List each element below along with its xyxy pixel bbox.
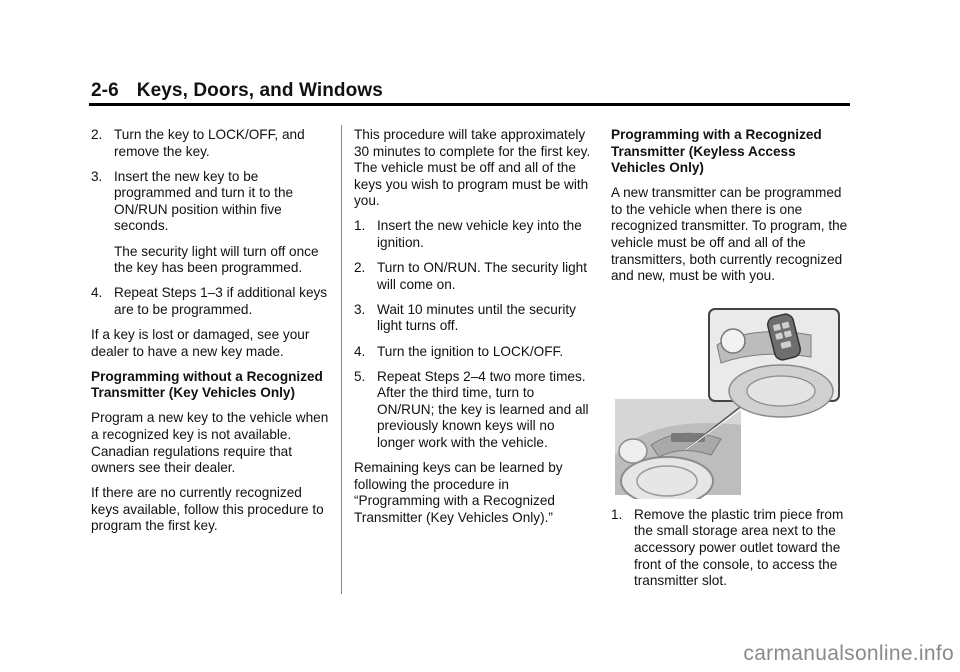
paragraph-lost-key: If a key is lost or damaged, see your dealer to have a new key made. xyxy=(91,326,310,359)
page-header xyxy=(91,80,383,102)
step-number: 3. xyxy=(91,168,103,184)
list-item xyxy=(91,285,331,318)
step-text: Turn to ON/RUN. The security light will come on. xyxy=(377,260,588,292)
step-number: 5. xyxy=(354,368,366,384)
step-text: Insert the new vehicle key into the ignition. xyxy=(377,218,582,251)
section-title: Keys, Doors, and Windows xyxy=(136,80,383,101)
page-number: 2-6 xyxy=(91,80,119,101)
step-text: Turn the key to LOCK/OFF, and remove the key. xyxy=(114,127,305,159)
step-text: Wait 10 minutes until the security light turns off. xyxy=(377,301,576,334)
step-number: 2. xyxy=(91,127,103,142)
paragraph-new-transmitter: A new transmitter can be programmed to the vehicle when there is one recognized transmitter. To program, the vehicle must be off and all of the transmitters, both currently recognized and new, must be with you. xyxy=(611,185,848,284)
step-text: Remove the plastic trim piece from the small storage area next to the accessory power outlet toward the front of the console, to access the transmitter slot. xyxy=(634,506,844,589)
transmitter-slot-illustration xyxy=(611,305,851,499)
step-number: 3. xyxy=(354,301,366,317)
list-item xyxy=(354,260,594,293)
column-divider xyxy=(341,125,342,594)
step-text: Turn the ignition to LOCK/OFF. xyxy=(377,343,564,359)
paragraph-intro: This procedure will take approximately 30 minutes to complete for the first key. The vehicle must be off and all of the keys you wish to program must be with you. xyxy=(354,127,591,209)
console-view xyxy=(615,399,741,499)
step-number: 1. xyxy=(354,218,366,234)
heading-without-transmitter: Programming without a Recognized Transmitter (Key Vehicles Only) xyxy=(91,368,323,401)
step-number: 4. xyxy=(354,343,366,359)
step-text: Insert the new key to be programmed and turn it to the ON/RUN position within five seconds. xyxy=(114,168,294,234)
list-item xyxy=(611,507,851,590)
watermark: carmanualsonline.info xyxy=(743,642,954,665)
step-text: Repeat Steps 1–3 if additional keys are to be programmed. xyxy=(114,285,328,317)
transmitter-inset xyxy=(709,309,839,417)
column-middle xyxy=(354,127,594,535)
list-item xyxy=(354,218,594,251)
column-right xyxy=(611,127,851,598)
step-note: The security light will turn off once the key has been programmed. xyxy=(114,243,319,276)
list-item xyxy=(354,302,594,335)
step-number: 1. xyxy=(611,506,623,522)
column-left xyxy=(91,127,331,543)
paragraph-no-keys: If there are no currently recognized keys available, follow this procedure to program the first key. xyxy=(91,485,324,534)
paragraph-program: Program a new key to the vehicle when a recognized key is not available. Canadian regulations require that owners see their dealer. xyxy=(91,410,329,476)
step-text: Repeat Steps 2–4 two more times. After the third time, turn to ON/RUN; the key is learned and all previously known keys will no longer work with the vehicle. xyxy=(377,368,589,450)
step-number: 4. xyxy=(91,285,103,301)
list-item xyxy=(354,369,594,452)
list-item xyxy=(354,344,594,361)
header-rule xyxy=(89,103,850,106)
step-number: 2. xyxy=(354,260,366,276)
paragraph-remaining-keys: Remaining keys can be learned by following the procedure in “Programming with a Recognized Transmitter (Key Vehicles Only).” xyxy=(354,460,563,525)
list-item xyxy=(91,127,331,160)
heading-with-transmitter: Programming with a Recognized Transmitter (Keyless Access Vehicles Only) xyxy=(611,127,822,176)
list-item xyxy=(91,169,331,235)
